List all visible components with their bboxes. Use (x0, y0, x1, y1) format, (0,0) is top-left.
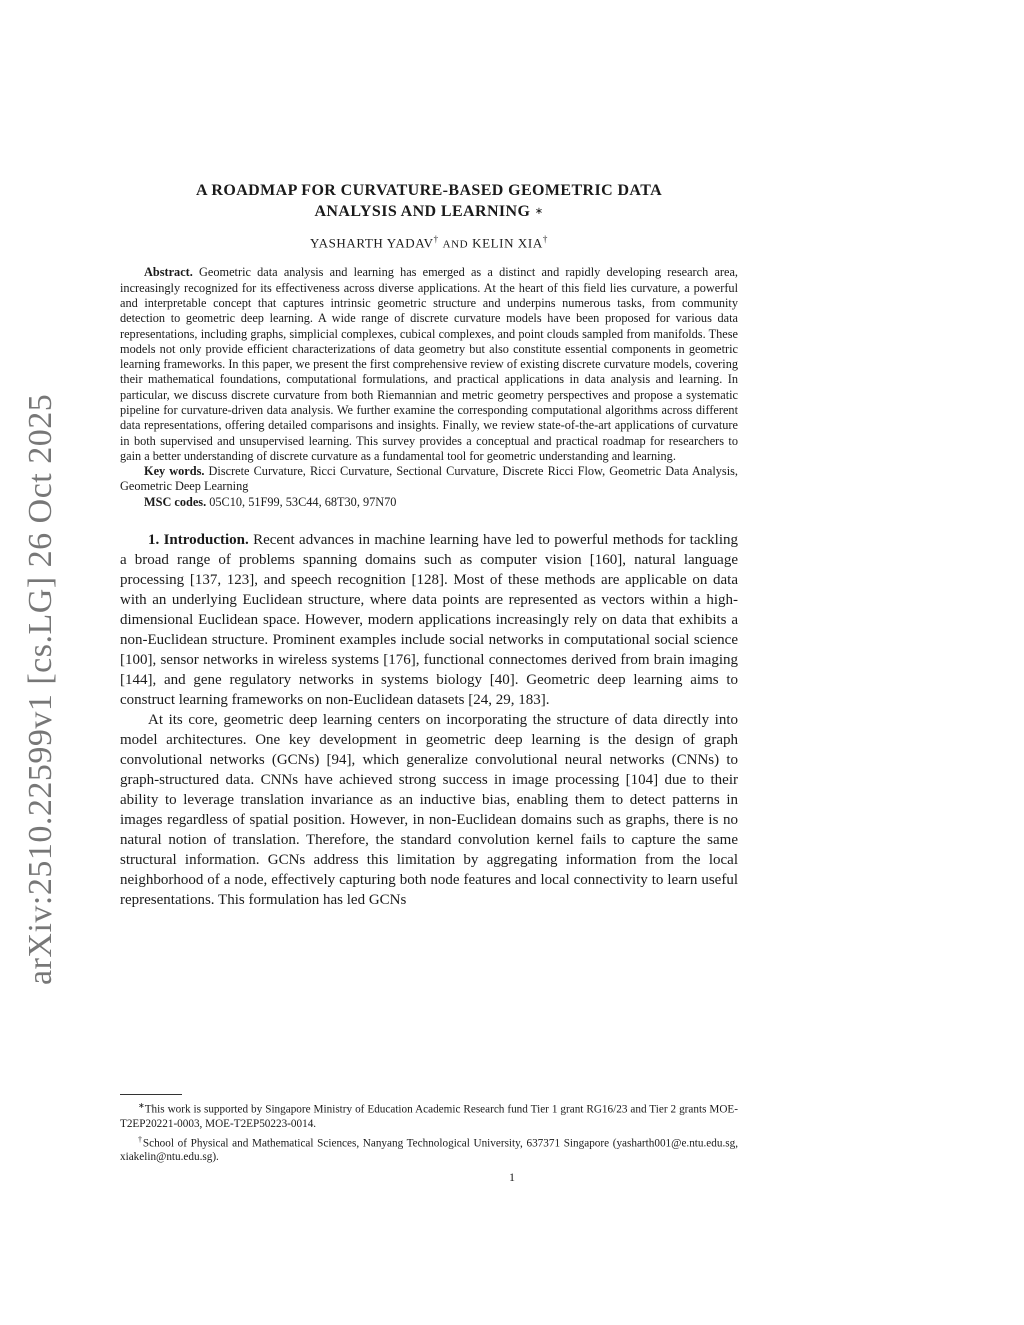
intro-paragraph-1 (120, 530, 738, 710)
intro-paragraph-2: At its core, geometric deep learning centers on incorporating the structure of data directly into model architectures. One key development in geometric deep learning is the design of graph convolutional networks (GCNs) [94], which generalize convolutional neural networks (CNNs) to graph-structured data. CNNs have achieved strong success in image processing [104] due to their ability to leverage translation invariance as an inductive bias, enabling them to detect patterns in images regardless of spatial position. However, in non-Euclidean domains such as graphs, there is no natural notion of translation. Therefore, the standard convolution kernel fails to capture the same structural information. GCNs address this limitation by aggregating information from the local neighborhood of a node, effectively capturing both node features and local connectivity to learn useful representations. This formulation has led GCNs (120, 712, 738, 909)
arxiv-identifier: arXiv:2510.22599v1 [cs.LG] 26 Oct 2025 (22, 393, 59, 985)
keywords-text: Discrete Curvature, Ricci Curvature, Sectional Curvature, Discrete Ricci Flow, Geometric Data Analysis, Geometric Deep Learning (120, 464, 738, 494)
footnote-2-mark: † (138, 1134, 143, 1144)
author-2: KELIN XIA (472, 235, 543, 251)
abstract-text: Geometric data analysis and learning has emerged as a distinct and rapidly developing research area, increasingly recognized for its effectiveness across diverse applications. At the heart of this field lies curvature, a powerful and interpretable concept that captures intrinsic geometric structure and underpins numerous tasks, from community detection to geometric deep learning. A wide range of discrete curvature models have been proposed for various data representations, including graphs, simplicial complexes, cubical complexes, and point clouds sampled from manifolds. These models not only provide efficient characterizations of data geometry but also constitute essential components in geometric learning frameworks. In this paper, we present the first comprehensive review of existing discrete curvature models, covering their mathematical foundations, computational formulations, and practical applications in data analysis and learning. In particular, we discuss discrete curvature from both Riemannian and metric geometry perspectives and propose a systematic pipeline for curvature-driven data analysis. We further examine the corresponding computational algorithms across different data representations, offering detailed comparisons and insights. Finally, we review state-of-the-art applications of curvature in both supervised and unsupervised learning. This survey provides a conceptual and practical roadmap for researchers to gain a better understanding of discrete curvature as a fundamental tool for geometric understanding and learning. (120, 265, 738, 463)
footnotes-block (120, 1099, 738, 1166)
abstract-block (120, 265, 738, 510)
author-1-mark: † (433, 234, 439, 244)
keywords-label: Key words. (144, 464, 205, 479)
msc-text: 05C10, 51F99, 53C44, 68T30, 97N70 (209, 494, 397, 509)
author-line (120, 234, 738, 251)
intro-heading: 1. Introduction. (148, 532, 249, 549)
introduction-section (120, 530, 738, 910)
footnote-1 (120, 1099, 738, 1131)
footnote-1-mark: ∗ (138, 1101, 145, 1110)
msc-paragraph (120, 495, 738, 510)
intro-paragraph-1-text: Recent advances in machine learning have led to powerful methods for tackling a broad range of problems spanning domains such as computer vision [160], natural language processing [137, 123], and speech recognition [128]. Most of these methods are applicable on data with an underlying Euclidean structure, where data points are represented as vectors within a high-dimensional Euclidean space. However, modern applications increasingly rely on data that exhibits a non-Euclidean structure. Prominent examples include social networks in computational social science [100], sensor networks in wireless systems [176], functional connectomes derived from brain imaging [144], and gene regulatory networks in systems biology [40]. Geometric deep learning aims to construct learning frameworks on non-Euclidean datasets [24, 29, 183]. (120, 532, 738, 709)
footnote-2 (120, 1133, 738, 1165)
abstract-paragraph (120, 265, 738, 464)
author-and: AND (442, 238, 469, 251)
author-1: YASHARTH YADAV (310, 235, 434, 251)
title-line-2-text: ANALYSIS AND LEARNING (314, 203, 531, 220)
title-line-1: A ROADMAP FOR CURVATURE-BASED GEOMETRIC DATA (195, 182, 663, 199)
footnote-rule (120, 1094, 182, 1095)
keywords-paragraph (120, 464, 738, 495)
title-line-2 (120, 201, 738, 222)
msc-label: MSC codes. (144, 494, 207, 509)
paper-page (120, 180, 738, 910)
footnote-2-text: School of Physical and Mathematical Sciences, Nanyang Technological University, 637371 Singapore (yasharth001@e.ntu.edu.sg, xiakelin@ntu.edu.sg). (120, 1137, 738, 1164)
paper-title (120, 180, 738, 222)
title-footnote-mark: ∗ (534, 206, 544, 217)
footnote-1-text: This work is supported by Singapore Ministry of Education Academic Research fund Tier 1 grant RG16/23 and Tier 2 grants MOE-T2EP20221-0003, MOE-T2EP50223-0014. (120, 1103, 738, 1130)
page-number: 1 (509, 1170, 515, 1184)
author-2-mark: † (542, 234, 548, 244)
abstract-label: Abstract. (144, 265, 193, 280)
